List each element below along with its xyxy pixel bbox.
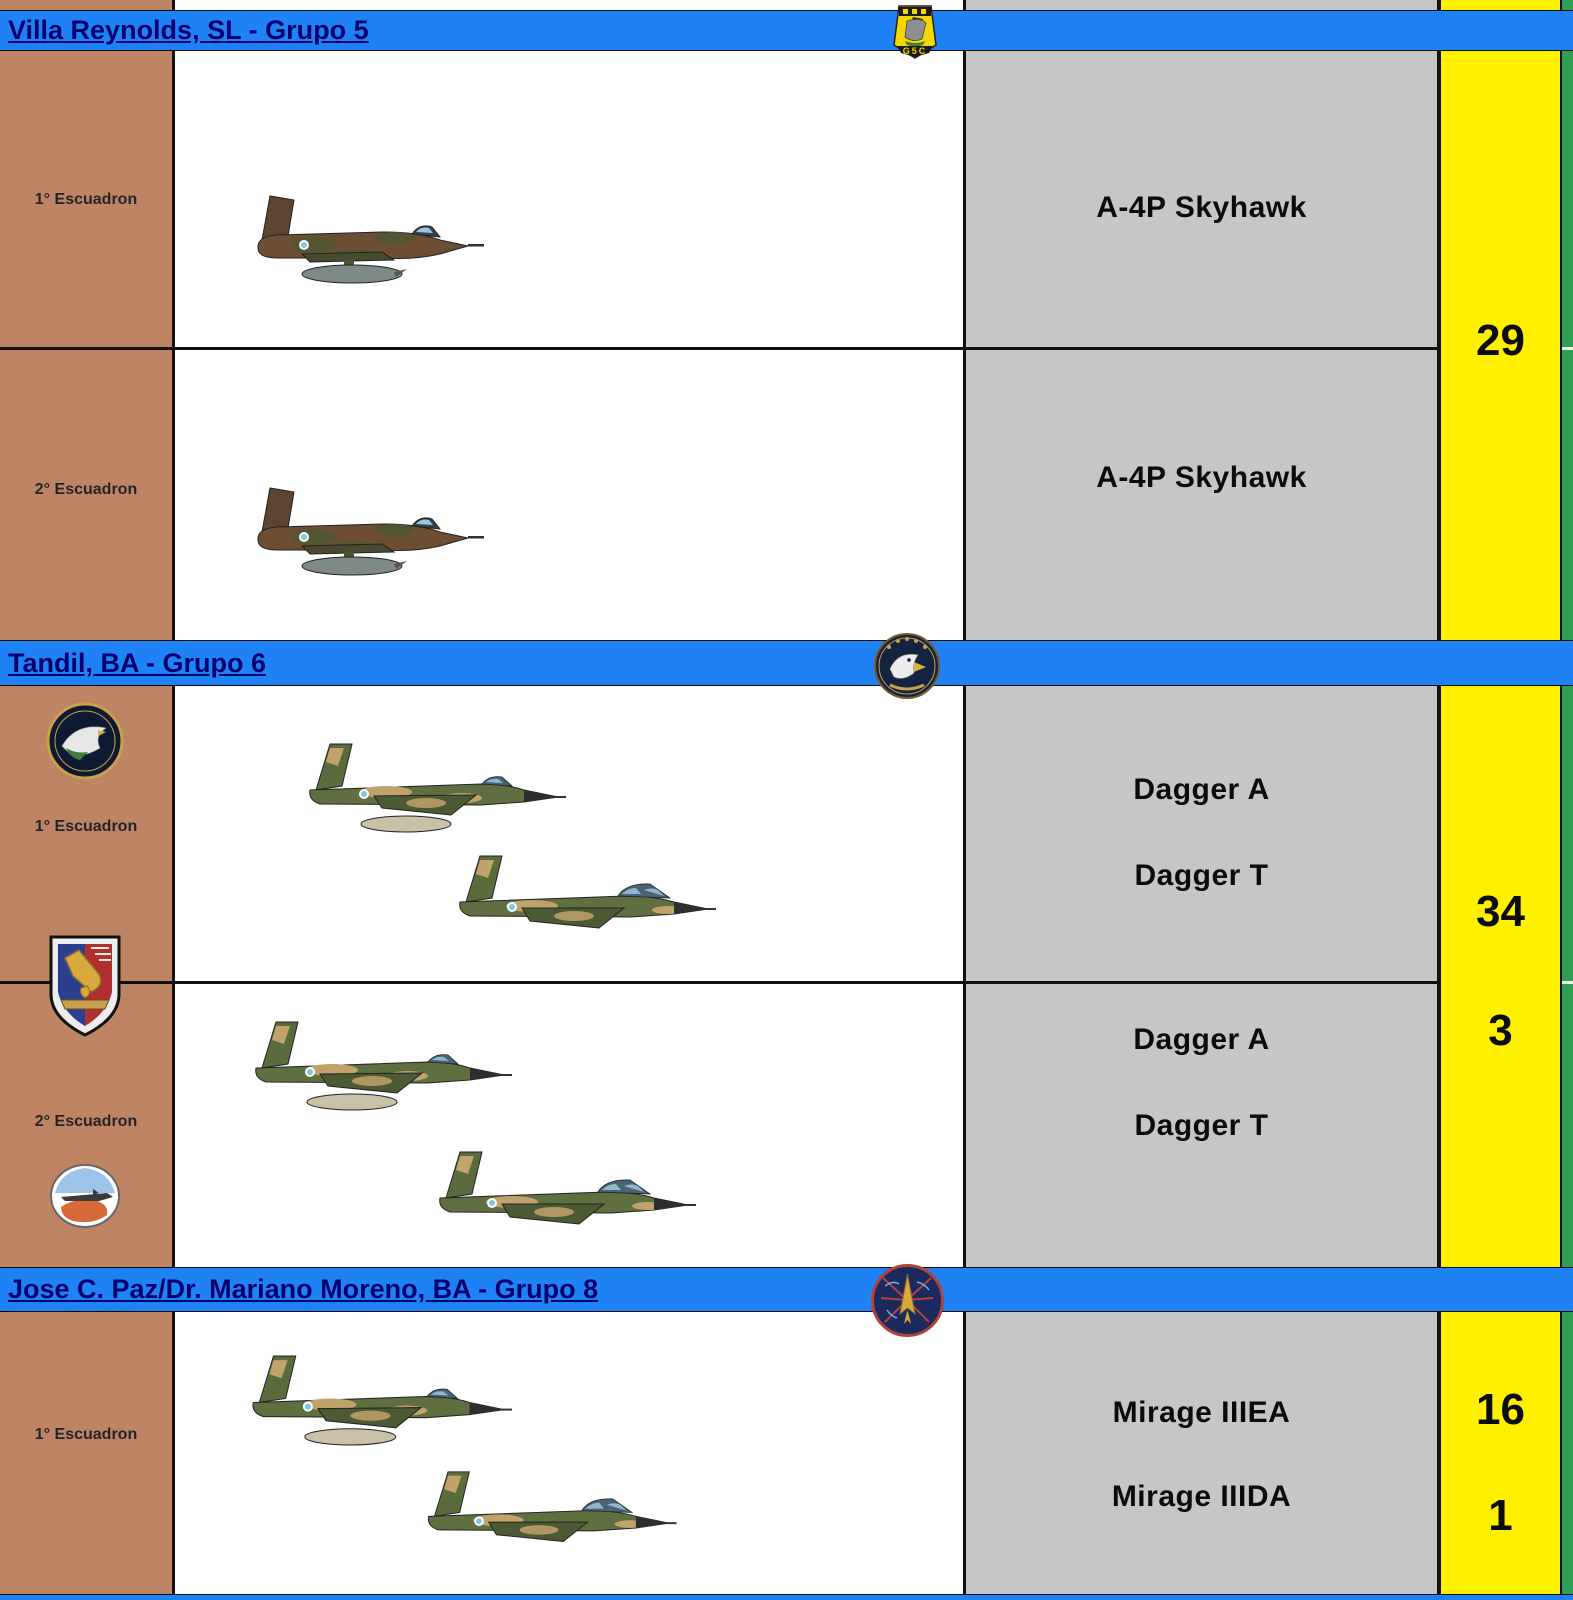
grupo8-squadron-column (0, 1312, 172, 1594)
top-strip-squadron-col (0, 0, 172, 10)
row-divider (0, 981, 1441, 984)
grupo6-count-cell (1441, 686, 1560, 1267)
grupo5-row1-type: A-4P Skyhawk (1096, 191, 1307, 224)
row-divider-gap (1562, 347, 1573, 350)
grupo5-squadron1-label: 1° Escuadron (34, 191, 138, 208)
grupo6-edge-strip (1562, 686, 1573, 1267)
divider (172, 0, 175, 10)
grupo6-shield-badge (47, 934, 123, 1038)
dagger-t-silhouette (436, 850, 716, 945)
grupo6-count1: 34 (1476, 887, 1525, 936)
grupo8-header-bar (0, 1267, 1573, 1312)
grupo6-badge (874, 633, 940, 699)
divider (172, 51, 175, 640)
dagger-a-silhouette (232, 1018, 512, 1113)
grupo8-count2: 1 (1488, 1491, 1513, 1540)
row-divider (0, 347, 1441, 350)
grupo6-squadron1-badge (46, 702, 124, 780)
grupo6-row1-type1: Dagger A (1133, 773, 1270, 806)
grupo6-squadron2-label: 2° Escuadron (34, 1113, 138, 1130)
dagger-t-silhouette (416, 1146, 696, 1241)
grupo5-type-column (966, 51, 1437, 640)
row-divider-gap (1562, 981, 1573, 984)
grupo8-row1-type2: Mirage IIIDA (1111, 1480, 1292, 1513)
mirage-iiiea-silhouette (228, 1352, 513, 1448)
grupo8-badge (871, 1264, 944, 1337)
grupo8-edge-strip (1562, 1312, 1573, 1594)
grupo6-header-title[interactable]: Tandil, BA - Grupo 6 (8, 648, 266, 678)
a4p-skyhawk-silhouette (244, 482, 484, 582)
grupo6-row2-type1: Dagger A (1133, 1023, 1270, 1056)
grupo6-header-bar (0, 640, 1573, 686)
grupo5-edge-strip (1562, 51, 1573, 640)
grupo6-squadron2-badge (49, 1163, 121, 1229)
grupo8-header-title[interactable]: Jose C. Paz/Dr. Mariano Moreno, BA - Grupo 8 (8, 1274, 599, 1304)
grupo5-count: 29 (1476, 316, 1525, 365)
grupo5-badge-label: G5C (902, 46, 928, 56)
top-strip-type-col (966, 0, 1437, 10)
dagger-a-silhouette (286, 740, 566, 835)
grupo8-type-column (966, 1312, 1437, 1594)
grupo5-squadron2-label: 2° Escuadron (34, 481, 138, 498)
grupo5-header-bar (0, 10, 1573, 51)
grupo5-header-title[interactable]: Villa Reynolds, SL - Grupo 5 (8, 15, 369, 45)
grupo6-row2-type2: Dagger T (1134, 1109, 1269, 1142)
grupo5-row2-type: A-4P Skyhawk (1096, 461, 1307, 494)
grupo8-squadron1-label: 1° Escuadron (34, 1426, 138, 1443)
grupo6-count2: 3 (1488, 1006, 1513, 1055)
top-strip-count-col (1441, 0, 1560, 10)
grupo8-row1-type1: Mirage IIIEA (1112, 1396, 1291, 1429)
mirage-iiida-silhouette (396, 1466, 686, 1558)
grupo8-count-cell (1441, 1312, 1560, 1594)
grupo6-row1-type2: Dagger T (1134, 859, 1269, 892)
grupo6-squadron1-label: 1° Escuadron (34, 818, 138, 835)
top-strip-edge (1562, 0, 1573, 10)
divider (172, 686, 175, 1267)
bottom-blue-strip (0, 1594, 1573, 1600)
a4p-skyhawk-silhouette (244, 190, 484, 290)
divider (172, 1312, 175, 1594)
grupo5-badge (893, 5, 937, 59)
grupo8-count1: 16 (1476, 1385, 1525, 1434)
grupo5-squadron-column (0, 51, 172, 640)
